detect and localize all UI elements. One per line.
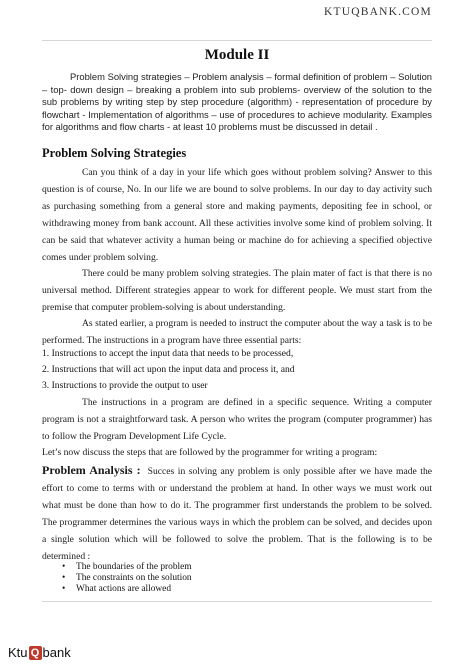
list-item: 2. Instructions that will act upon the input data and process it, and [42, 364, 295, 375]
footer-divider [42, 601, 432, 602]
list-item: 1. Instructions to accept the input data that needs to be processed, [42, 348, 294, 359]
section-heading: Problem Solving Strategies [42, 146, 187, 160]
paragraph-2: There could be many problem solving strategies. The plain mater of fact is that there is no universal method. Different strategies appear to work for different people. We must start from the premise that computer problem-solving is about understanding. [42, 268, 432, 313]
bullet-list [62, 562, 192, 596]
header-divider [42, 40, 432, 41]
list-item: 3. Instructions to provide the output to user [42, 380, 208, 391]
ktuqbank-logo: Ktu Q bank [8, 645, 71, 660]
bullet-icon: • [62, 562, 66, 572]
paragraph-5: Let’s now discuss the steps that are followed by the programmer for writing a program: [42, 447, 378, 458]
bullet-icon: • [62, 584, 66, 595]
module-title: Module II [204, 47, 270, 63]
problem-analysis-text: Succes in solving any problem is only possible after we have made the effort to come to terms with or understand the problem at hand. In other ways we must work out what must be done than how to do it. The programmer first understands the problem to be solved. The programmer determines the various ways in which the problem can be solved, and decides upon a single solution which will be followed to solve the problem. That is the following is to be determined : [42, 466, 433, 562]
paragraph-4: The instructions in a program are defined in a specific sequence. Writing a computer program is not a straightforward task. A person who writes the program (computer programmer) has to follow the Program Development Life Cycle. [42, 397, 432, 442]
list-item: • What actions are allowed [62, 584, 172, 595]
site-header: KTUQBANK.COM [323, 6, 432, 18]
paragraph-1: Can you think of a day in your life which goes without problem solving? Answer to this question is of course, No. In our life we are bound to solve problems. In our day to day activity such as purchasing something from a general store and making payments, depositing fee in school, or withdrawing money from bank account. All these activities involve some kind of problem solving. It can be said that whatever activity a human being or machine do for achieving a specified objective comes under problem solving. [42, 167, 432, 263]
syllabus-paragraph: Problem Solving strategies – Problem analysis – formal definition of problem – Solution – top- down design – breaking a problem into sub problems- overview of the solution to the sub problems by writing step by step procedure (algorithm) - representation of procedure by flowchart - Implementation of algorithms – use of procedures to achieve modularity. Examples for algorithms and flow charts - at least 10 problems must be discussed in detail . [42, 71, 432, 133]
bullet-icon: • [62, 573, 66, 584]
logo-q-icon: Q [29, 646, 42, 660]
problem-analysis-paragraph [42, 462, 432, 565]
list-item: • The boundaries of the problem [62, 562, 192, 572]
paragraph-3: As stated earlier, a program is needed to instruct the computer about the way a task is to be performed. The instructions in a program have three essential parts: [42, 318, 432, 346]
problem-analysis-label: Problem Analysis : [42, 463, 141, 477]
list-item: • The constraints on the solution [62, 573, 192, 584]
